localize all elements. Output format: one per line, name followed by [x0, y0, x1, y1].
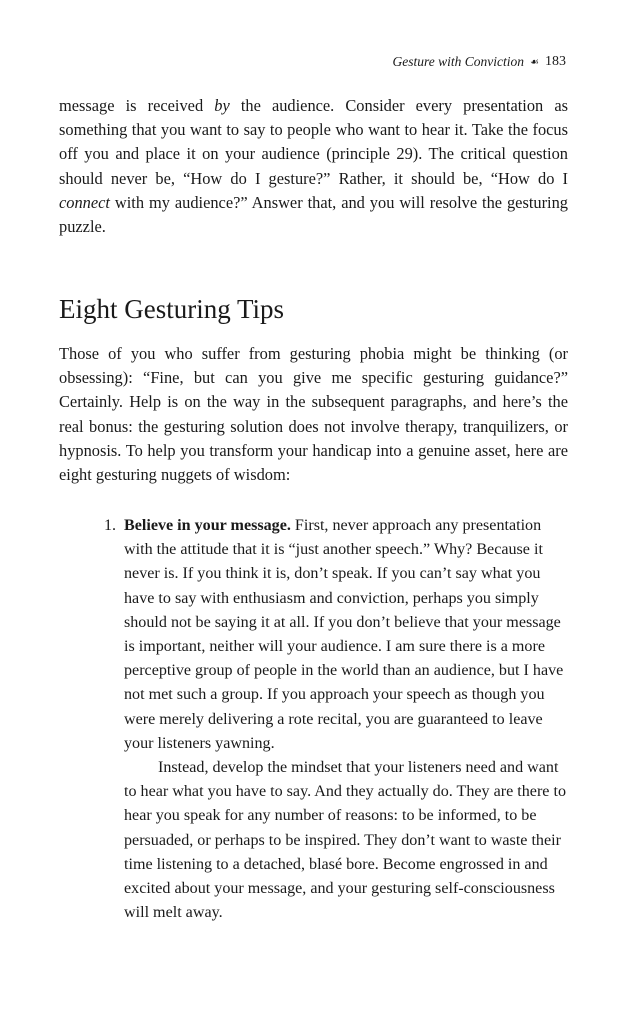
fleuron-ornament-icon: ☙ — [530, 56, 539, 68]
running-head-title: Gesture with Conviction — [392, 54, 525, 69]
paragraph-2: Those of you who suffer from gesturing phobia might be thinking (or obsessing): “Fine, but can you give me specific gesturing guidance?” Certainly. Help is on the way in the subsequent paragraphs, and here’s the real bonus: the gesturing solution does not involve therapy, tranquilizers, or hypnosis. To help you transform your handicap into a genuine asset, here are eight gesturing nuggets of wisdom: — [59, 344, 568, 485]
paragraph-1-part-c: with my audience?” Answer that, and you will resolve the gesturing puzzle. — [59, 192, 568, 237]
list-item-lead: Believe in your message. — [124, 517, 291, 534]
list-item-paragraph-2: Instead, develop the mindset that your listeners need and want to hear what you have to say. And they actually do. They are there to hear you speak for any number of reasons: to be informed, to be persuaded, or perhaps to be inspired. They don’t want to waste their time listening to a detached, blasé bore. Become engrossed in and excited about your message, and your gesturing self-consciousness will melt away. — [124, 759, 566, 922]
page-number: 183 — [545, 54, 566, 69]
running-head — [393, 54, 566, 70]
paragraph-1-emphasis-by: by — [214, 96, 230, 115]
paragraph-1 — [59, 94, 568, 239]
paragraph-1-part-a: message is received — [59, 96, 215, 115]
list-item-number: 1. — [104, 517, 117, 534]
paragraph-1-part-b: the audience. Consider every presentation as something that you want to say to people who want to hear it. Take the focus off you and place it on your audience (principle 29). The critical question should never be, “How do I gesture?” Rather, it should be, “How do I — [59, 96, 568, 188]
section-heading: Eight Gesturing Tips — [59, 294, 285, 324]
paragraph-1-emphasis-connect: connect — [59, 192, 110, 212]
tips-list — [104, 514, 566, 925]
list-item-paragraph-1 — [124, 514, 566, 756]
list-item-text-1: First, never approach any presentation with the attitude that it is “just another speech.” Why? Because it never is. If you think it is, don’t speak. If you can’t say what you have to say with enthusiasm and conviction, perhaps you simply should not be saying it at all. If you don’t believe that your message is important, neither will your audience. I am sure there is a more perceptive group of people in the world than an audience, but I have not met such a group. If you approach your speech as though you were merely delivering a rote recital, you are guaranteed to leave your listeners yawning. — [124, 517, 564, 752]
list-item — [104, 514, 566, 925]
